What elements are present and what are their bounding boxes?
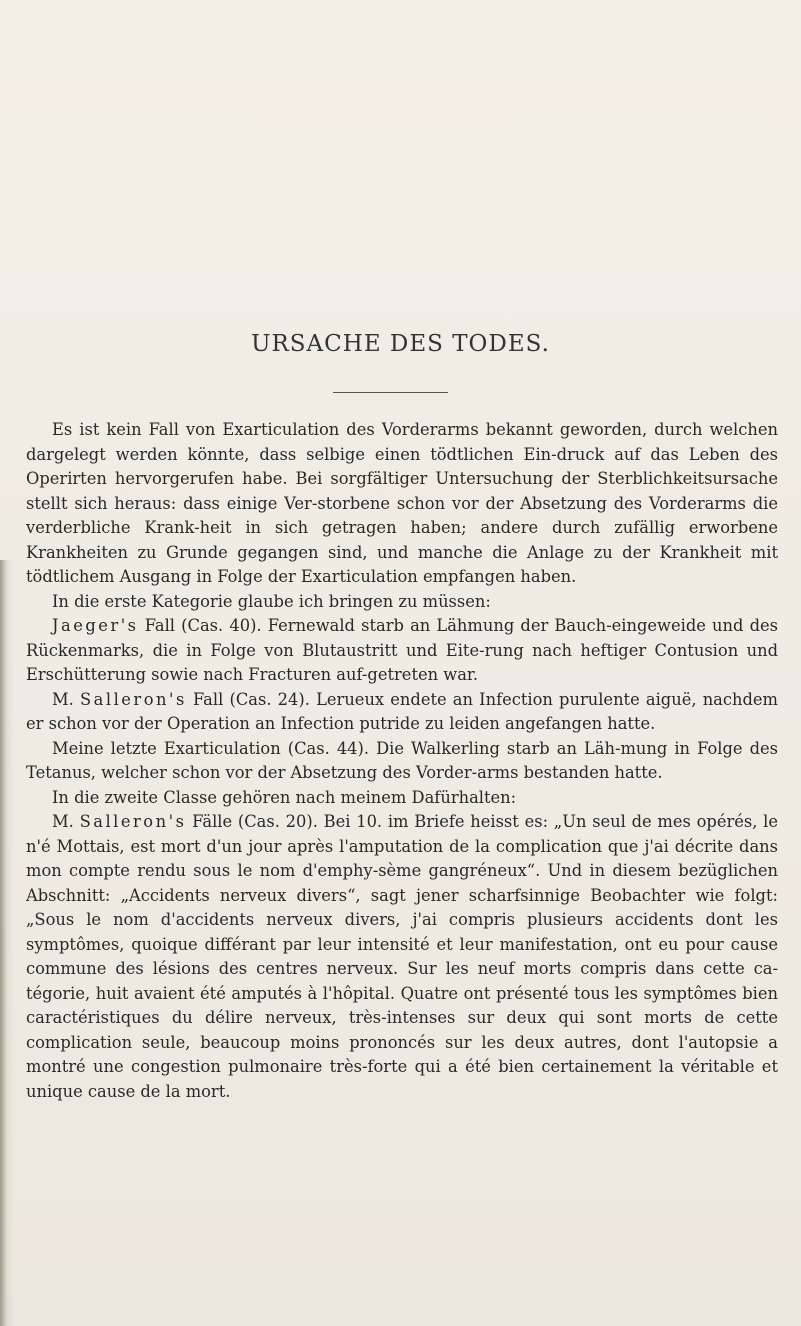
body-text [26, 418, 778, 1104]
author-name-jaeger: Jaeger's [52, 616, 139, 635]
heading-divider [333, 392, 448, 393]
paragraph-salleron-case [26, 688, 778, 737]
page-binding-shadow [0, 560, 14, 1326]
paragraph-salleron-cases [26, 810, 778, 1104]
chapter-heading: URSACHE DES TODES. [251, 331, 550, 357]
salleron-prefix: M. [52, 689, 81, 709]
author-name-salleron-2: Salleron's [79, 812, 187, 831]
paragraph-first-category: In die erste Kategorie glaube ich bringen zu müssen: [52, 591, 491, 611]
jaeger-case-text: Fall (Cas. 40). Fernewald starb an Lähmung der Bauch-eingeweide und des Rückenmarks, die in Folge von Blutaustritt und Eite-rung nach heftiger Contusion und Erschütterung sowie nach Fracturen auf-getreten war. [26, 616, 778, 684]
salleron-cases-prefix: M. [52, 812, 80, 831]
salleron-cases-text: Fälle (Cas. 20). Bei 10. im Briefe heisst es: „Un seul de mes opérés, le n'é Mottais, est mort d'un jour après l'amputation de la complication que j'ai décrite dans mon compte rendu sous le nom d'emphy-sème gangréneux“. Und in diesem bezüglichen Abschnitt: „Accidents nerveux divers“, sagt jener scharfsinnige Beobachter wie folgt: „Sous le nom d'accidents nerveux divers, j'ai compris plusieurs accidents dont les symptômes, quoique différant par leur intensité et leur manifestation, ont eu pour cause commune des lésions des centres nerveux. Sur les neuf morts compris dans cette ca-tégorie, huit avaient été amputés à l'hôpital. Quatre ont présenté tous les symptômes bien caractéristiques du délire nerveux, très-intenses sur deux qui sont morts de cette complication seule, beaucoup moins prononcés sur les deux autres, dont l'autopsie a montré une congestion pulmonaire très-forte qui a été bien certainement la véritable et unique cause de la mort. [26, 812, 779, 1101]
salleron-case-text: Fall (Cas. 24). Lerueux endete an Infection purulente aiguë, nachdem er schon vor der Operation an Infection putride zu leiden angefangen hatte. [26, 689, 778, 733]
author-name-salleron: Salleron's [80, 689, 187, 709]
paragraph-jaeger-case [26, 614, 778, 688]
paragraph-intro: Es ist kein Fall von Exarticulation des Vorderarms bekannt geworden, durch welchen dargelegt werden könnte, dass selbige einen tödtlichen Ein-druck auf das Leben des Operirten hervorgerufen habe. Bei sorgfältiger Untersuchung der Sterblichkeitsursache stellt sich heraus: dass einige Ver-storbene schon vor der Absetzung des Vorderarms die verderbliche Krank-heit in sich getragen haben; andere durch zufällig erworbene Krankheiten zu Grunde gegangen sind, und manche die Anlage zu der Krankheit mit tödtlichem Ausgang in Folge der Exarticulation empfangen haben. [26, 420, 778, 586]
paragraph-second-class: In die zweite Classe gehören nach meinem Dafürhalten: [52, 787, 517, 807]
paragraph-last-exarticulation: Meine letzte Exarticulation (Cas. 44). Die Walkerling starb an Läh-mung in Folge des Tetanus, welcher schon vor der Absetzung des Vorder-arms bestanden hatte. [26, 738, 778, 782]
